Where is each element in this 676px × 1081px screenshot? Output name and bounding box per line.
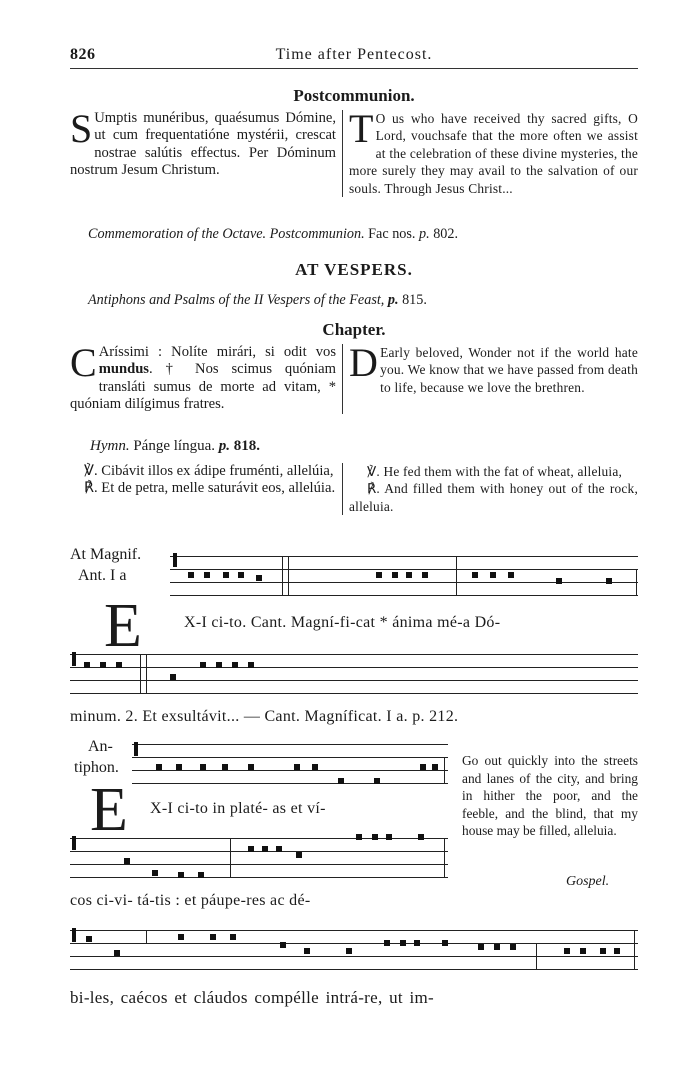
neume [296,852,302,858]
antiphon-lyrics-3: bi-les, caécos et cláudos compélle intrá-re, ut im- [70,988,434,1007]
commemoration-italic: Commemoration of the Octave. Postcommunion. [88,226,365,242]
neume [494,944,500,950]
neume [376,572,382,578]
postcommunion-columns [70,106,638,197]
chapter-latin [70,340,343,414]
chapter-latin-bold: mundus [98,361,149,378]
neume [384,940,390,946]
neume [400,940,406,946]
neume [238,572,244,578]
neume [198,872,204,878]
postcommunion-english-text: O us who have received thy sacred gifts, O Lord, vouchsafe that the more often we assist at the celebration of these divine mysteries, the more surely they may avail to the salvation of our souls. Through Jesus Christ... [349,111,638,196]
neume [294,764,300,770]
gospel-source: Gospel. [566,874,610,889]
neume [356,834,362,840]
neume [606,578,612,584]
neume [114,950,120,956]
neume [432,764,438,770]
staff-line [70,943,638,944]
neume [248,764,254,770]
bar-line [456,556,457,595]
antiphon-lyrics-2: cos ci-vi- tá-tis : et páupe-res ac dé- [70,892,311,909]
hymn-text: Pánge língua. [129,438,219,454]
postcommunion-heading: Postcommunion. [293,86,415,105]
versicle-latin [70,463,343,515]
neume [472,572,478,578]
bar-line [634,930,635,969]
drop-cap-s: S [70,106,93,151]
neume [556,578,562,584]
neume [124,858,130,864]
staff-line [132,744,448,745]
postcommunion-english [343,106,638,197]
antiphon-initial: E [90,776,128,844]
neume [173,553,177,567]
antiphons-italic: Antiphons and Psalms of the II Vespers of the Feast, [88,292,385,308]
neume [442,940,448,946]
neume [304,948,310,954]
neume [100,662,106,668]
neume [392,572,398,578]
chant-staff-1 [70,556,638,602]
hymn-label: Hymn. [90,438,130,454]
staff-line [170,569,638,570]
neume [204,572,210,578]
neume [420,764,426,770]
neume [188,572,194,578]
neume [84,662,90,668]
staff-line [132,770,448,771]
magnificat-lyrics-2: minum. 2. Et exsultávit... — Cant. Magníficat. I a. p. 212. [70,708,459,725]
staff-line [70,956,638,957]
neume [478,944,484,950]
neume [72,836,76,850]
drop-cap-d: D [349,340,379,385]
versicle-columns [70,463,638,515]
staff-line [132,783,448,784]
neume [564,948,570,954]
staff-line [70,877,448,878]
commemoration-note [88,226,458,243]
chapter-latin-text-2: . † Nos scimus quóniam transláti sumus de morte ad vitam, * quóniam dilígimus fratres. [70,361,336,413]
chapter-latin-text-1: Aríssimi : Nolíte mirári, si odit vos [98,344,336,360]
bar-line [282,556,283,595]
antiphons-p: p. [384,292,399,308]
neume [216,662,222,668]
staff-line [70,693,638,694]
hymn-line [90,438,260,455]
neume [232,662,238,668]
antiphons-note [88,292,427,309]
neume [262,846,268,852]
commemoration-page: 802. [429,226,459,242]
chapter-english [343,340,638,414]
bar-line [636,570,637,595]
running-title: Time after Pentecost. [275,46,433,63]
neume [134,742,138,756]
vespers-heading: AT VESPERS. [295,260,413,279]
neume [210,934,216,940]
bar-line [230,838,231,877]
versicle-latin-v: ℣. Cibávit illos ex ádipe fruménti, allelúia, [84,463,334,479]
chant-staff-5 [70,930,638,976]
neume [178,872,184,878]
hymn-p: p. [218,438,230,454]
neume [374,778,380,784]
bar-line [146,930,147,944]
postcommunion-latin-text: Umptis munéribus, quaésumus Dómine, ut cum frequentatióne mystérii, crescat nostrae salútis effectus. Per Dóminum nostrum Jesum Christum. [70,110,336,179]
neume [222,764,228,770]
staff-line [70,930,638,931]
hymn-page: 818. [229,438,260,454]
antiphon-lyrics-1: X-I ci-to in platé- as et ví- [150,800,326,817]
neume [248,846,254,852]
neume [386,834,392,840]
bar-line [536,943,537,969]
staff-line [70,864,448,865]
staff-line [132,757,448,758]
neume [72,928,76,942]
chant-staff-2 [70,654,638,700]
neume [256,575,262,581]
magnificat-initial: E [104,592,142,660]
versicle-latin-r: ℟. Et de petra, melle saturávit eos, allelúia. [84,480,336,497]
versicle-english [343,463,638,515]
neume [156,764,162,770]
neume [170,674,176,680]
neume [600,948,606,954]
staff-line [70,851,448,852]
neume [508,572,514,578]
bar-line [288,556,289,595]
page-number: 826 [70,46,96,63]
neume [280,942,286,948]
magnificat-label-1: At Magnif. [70,546,142,563]
neume [152,870,158,876]
antiphon-label-2: tiphon. [74,759,119,776]
antiphons-page: 815. [398,292,427,308]
chapter-english-text: Early beloved, Wonder not if the world hate you. We know that we have passed from death to life, because we love the brethren. [380,345,638,395]
staff-line [170,556,638,557]
commemoration-text: Fac nos. [364,226,420,242]
chapter-heading: Chapter. [322,320,386,339]
versicle-english-v: ℣. He fed them with the fat of wheat, alleluia, [367,464,623,479]
staff-line [70,654,638,655]
neume [614,948,620,954]
staff-line [70,667,638,668]
bar-line [146,654,147,693]
bar-line [140,654,141,693]
drop-cap-t: T [349,106,374,151]
neume [200,662,206,668]
neume [580,948,586,954]
chapter-columns [70,340,638,414]
bar-line [444,758,445,783]
chant-staff-4 [70,832,448,884]
neume [312,764,318,770]
neume [414,940,420,946]
neume [72,652,76,666]
drop-cap-c: C [70,340,97,385]
antiphon-translation: Go out quickly into the streets and lanes of the city, and bring in hither the poor, and the feeble, and the blind, that my house may be filled, alleluia. [462,753,638,839]
page-header [70,46,638,69]
neume [510,944,516,950]
neume [406,572,412,578]
neume [276,846,282,852]
magnificat-label-2: Ant. I a [78,567,127,584]
neume [176,764,182,770]
staff-line [170,582,638,583]
neume [86,936,92,942]
neume [230,934,236,940]
staff-line [170,595,638,596]
commemoration-p: p. [419,226,430,242]
neume [490,572,496,578]
neume [248,662,254,668]
neume [223,572,229,578]
neume [338,778,344,784]
neume [346,948,352,954]
neume [178,934,184,940]
bar-line [444,838,445,877]
neume [418,834,424,840]
magnificat-lyrics-1: X-I ci-to. Cant. Magní-fi-cat * ánima mé-a Dó- [184,614,501,631]
antiphon-label-1: An- [88,738,113,755]
neume [372,834,378,840]
neume [200,764,206,770]
staff-line [70,680,638,681]
neume [116,662,122,668]
staff-line [70,969,638,970]
neume [422,572,428,578]
versicle-english-r: ℟. And filled them with honey out of the rock, alleluia. [349,481,638,514]
postcommunion-latin [70,106,343,197]
